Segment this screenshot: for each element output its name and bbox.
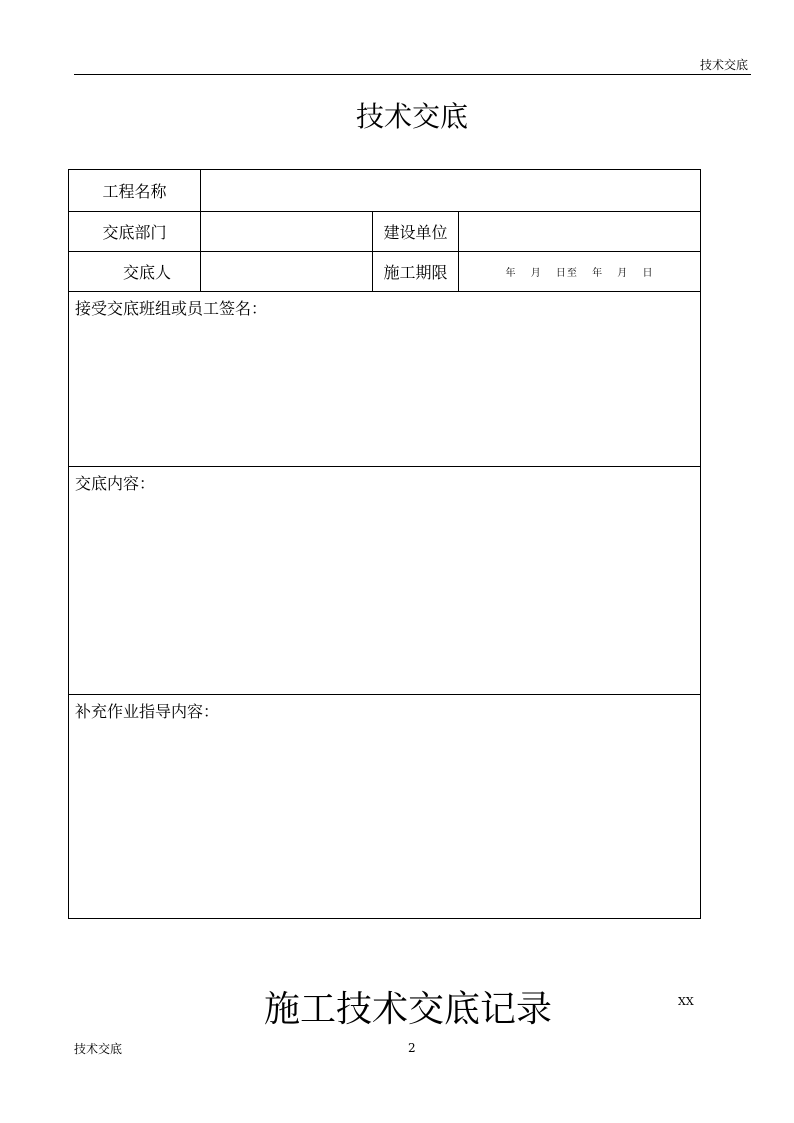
construction-unit-label: 建设单位 — [373, 212, 459, 252]
department-row — [69, 212, 701, 252]
page-number: 2 — [408, 1041, 416, 1055]
xx-mark: XX — [678, 995, 694, 1008]
header-running-title: 技术交底 — [700, 58, 749, 72]
department-field[interactable] — [201, 212, 373, 252]
signatures-block[interactable]: 接受交底班组或员工签名： — [69, 292, 701, 467]
supplementary-row — [69, 695, 701, 919]
record-title: 施工技术交底记录 — [264, 989, 553, 1030]
technical-briefing-form — [68, 169, 701, 919]
project-name-row — [69, 170, 701, 212]
footer-running-title: 技术交底 — [74, 1042, 123, 1056]
period-field[interactable]: 年 月 日至 年 月 日 — [459, 252, 701, 292]
presenter-row — [69, 252, 701, 292]
supplementary-block[interactable]: 补充作业指导内容： — [69, 695, 701, 919]
signatures-row — [69, 292, 701, 467]
construction-unit-field[interactable] — [459, 212, 701, 252]
project-name-field[interactable] — [201, 170, 701, 212]
content-block[interactable]: 交底内容： — [69, 467, 701, 695]
content-row — [69, 467, 701, 695]
period-label: 施工期限 — [373, 252, 459, 292]
document-title: 技术交底 — [355, 100, 468, 133]
department-label: 交底部门 — [69, 212, 201, 252]
header-rule — [74, 74, 751, 75]
project-name-label: 工程名称 — [69, 170, 201, 212]
presenter-field[interactable] — [201, 252, 373, 292]
presenter-label: 交底人 — [69, 252, 201, 292]
